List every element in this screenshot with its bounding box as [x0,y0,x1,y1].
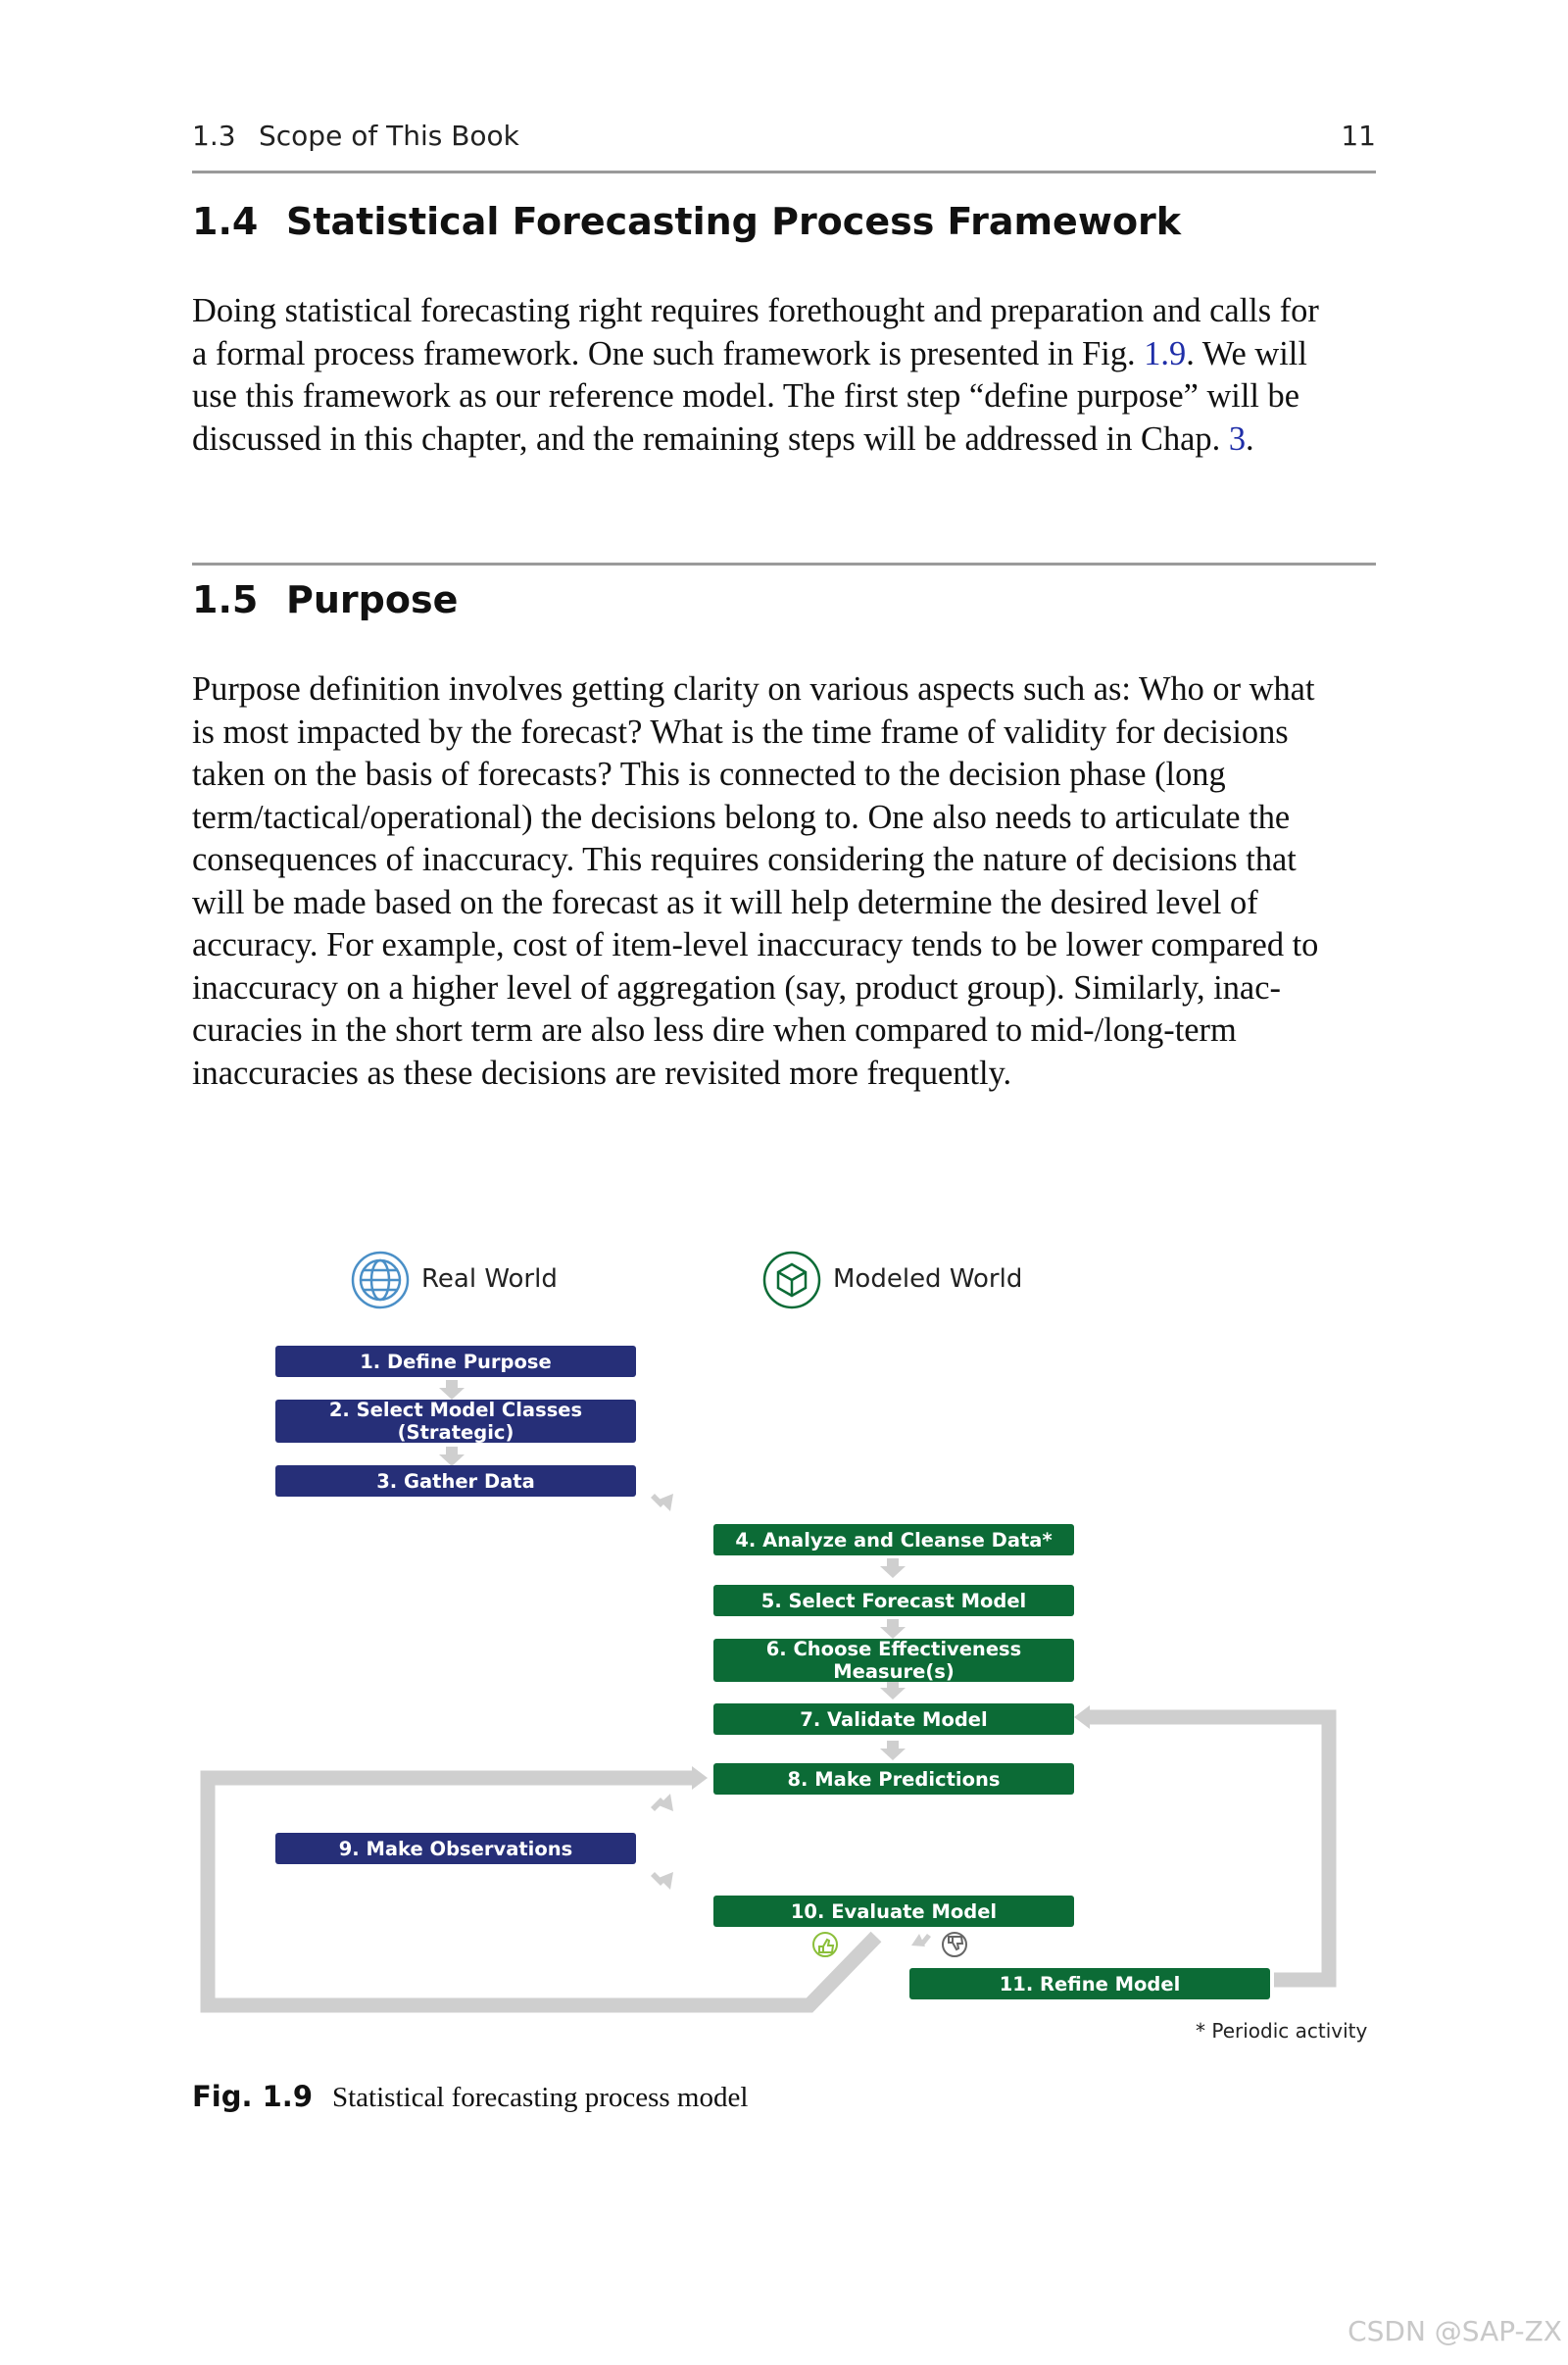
text-line: inaccuracies as these decisions are revisited more frequently. [192,1054,1012,1092]
text-line: is most impacted by the forecast? What is the time frame of validity for decisions [192,713,1289,751]
legend-modeled-world: Modeled World [833,1264,1023,1294]
thumbs-up-icon [813,1933,837,1956]
feedback-loop-arrowhead [692,1766,708,1790]
text-line: use this framework as our reference model. The first step “define purpose” will be [192,377,1300,415]
figure-caption [192,2080,748,2114]
section-number: 1.5 [192,578,259,621]
section-number: 1.4 [192,200,259,243]
step-evaluate-model: 10. Evaluate Model [713,1896,1074,1927]
running-head-title: Scope of This Book [259,120,519,152]
globe-icon [353,1253,408,1307]
text-line: consequences of inaccuracy. This requires considering the nature of decisions that [192,841,1297,878]
figure-reference-link[interactable]: 1.9 [1144,334,1187,372]
legend-real-world: Real World [421,1264,558,1294]
text-line: discussed in this chapter, and the remaining steps will be addressed in Chap. 3. [192,419,1254,458]
feedback-loop-right-arrowhead [1074,1705,1090,1729]
text-line: Purpose definition involves getting clarity on various aspects such as: Who or what [192,670,1315,708]
step-select-forecast-model: 5. Select Forecast Model [713,1585,1074,1616]
step-define-purpose: 1. Define Purpose [275,1346,636,1377]
step-choose-effectiveness-measures: 6. Choose Effectiveness Measure(s) [713,1639,1074,1682]
feedback-loop-right [1088,1717,1329,1980]
step-analyze-cleanse-data: 4. Analyze and Cleanse Data* [713,1524,1074,1555]
step-select-model-classes: 2. Select Model Classes (Strategic) [275,1400,636,1443]
step-make-observations: 9. Make Observations [275,1833,636,1864]
section-title: Purpose [286,578,459,621]
text-line: Doing statistical forecasting right requires forethought and preparation and calls for [192,292,1319,329]
text-line: inaccuracy on a higher level of aggregation (say, product group). Similarly, inac- [192,968,1281,1007]
thumbs-down-icon [943,1933,966,1956]
text-line: will be made based on the forecast as it will help determine the desired level of [192,883,1258,921]
step-gather-data: 3. Gather Data [275,1465,636,1497]
chapter-reference-link[interactable]: 3 [1228,419,1247,458]
section-title: Statistical Forecasting Process Framework [286,200,1182,243]
caption-label: Fig. 1.9 [192,2080,313,2113]
cube-icon [764,1253,819,1307]
step-validate-model: 7. Validate Model [713,1703,1074,1735]
text-line: a formal process framework. One such framework is presented in Fig. 1.9. We will [192,334,1307,372]
page-number: 11 [1341,120,1376,152]
watermark: CSDN @SAP-ZX [1348,2315,1562,2347]
text-line: curacies in the short term are also less dire when compared to mid-/long-term [192,1011,1237,1049]
running-head-section: 1.3 [192,120,236,152]
feedback-loop-left [208,1778,876,2005]
step-refine-model: 11. Refine Model [909,1968,1270,1999]
caption-text: Statistical forecasting process model [332,2082,749,2113]
figure-footnote: * Periodic activity [1196,2019,1368,2043]
text-line: accuracy. For example, cost of item-level inaccuracy tends to be lower compared to [192,926,1319,963]
step-make-predictions: 8. Make Predictions [713,1763,1074,1795]
text-line: term/tactical/operational) the decisions belong to. One also needs to articulate the [192,798,1291,836]
text-line: taken on the basis of forecasts? This is connected to the decision phase (long [192,756,1226,793]
